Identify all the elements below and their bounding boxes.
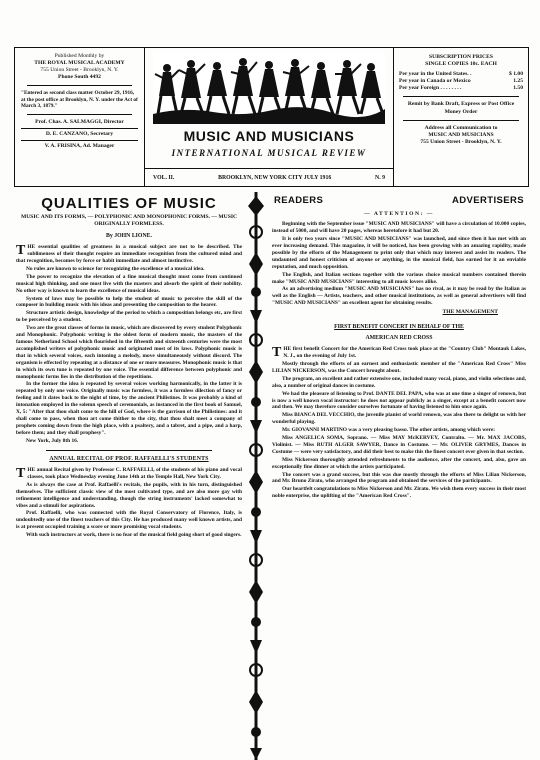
- recital-heading: ANNUAL RECITAL OF PROF. RAFFAELLI'S STUDENTS: [49, 455, 209, 462]
- staff-secretary: D. E. CANZANO, Secretary: [45, 130, 114, 137]
- left-column: [16, 192, 242, 758]
- article-paragraph: Two are the great classes of forms in music, which are discovered by every student Polyphonic and Monophonic. Polyphonic writing is the oldest form of modern music, the masters of the famous Netherland School which flourished in the fifteenth and sixteenth centuries were the most accomplished writers of polyphonic music and originated most of its laws. Polyphonic music is that in which several voices, each intoning a melody, move simultaneously without discord. The organism is effected by repeating at a distance of one or more measures. Monophonic music is that in which its own tune is repeated by one voice. The essential difference between polyphonic and monophonic forms lies in the distribution of the repetitions.: [16, 325, 242, 380]
- magazine-subtitle: INTERNATIONAL MUSICAL REVIEW: [171, 148, 367, 158]
- publisher-name: THE ROYAL MUSICAL ACADEMY: [34, 59, 125, 66]
- publisher-phone: Phone South 4492: [58, 73, 101, 80]
- article-paragraph: System of laws may be possible to help the student of music to perceive the skill of the composer in building music with his ideas and presenting the composition to the hearer.: [16, 295, 242, 309]
- announcement-paragraph: It is only two years since "MUSIC AND MUSICIANS" was launched, and since then it has met with an ever increasing demand. This magazine, it will be noticed, has been growing with an amazing rapidity, made possible by the efforts of the Management to print only that which may interest and assist its readers. The undaunted and honest criticism of anyone or anything, in the musical field, has earned for it an enviable reputation, and much opposition.: [272, 236, 526, 270]
- article-paragraph: In the former the idea is repeated by several voices working harmonically, in the latter it is repeated by only one voice. Originally music was formless, it was a formless dilection of fancy or feeling and it dates back to the night of time, by the ancient Philistines. It was probably a kind of intonation employed in the solemn speech of ceremonials, as instanced in the first book of Samuel, X, 5: "After that thou shalt come to the hill of God, where is the garrison of the Philistines: and it shall come to pass, when thou art come thither to the city, that thou shalt meet a company of prophets coming down from the high place, with a psaltery, and a tabret, and a pipe, and a harp, before them; and they shall prophesy".: [16, 381, 242, 436]
- right-column: [272, 192, 526, 758]
- attention-line: — ATTENTION: —: [364, 211, 434, 218]
- concert-paragraph: The concert was a grand success, but this was due mostly through the efforts of Miss Lilian Nickerson, and Mr. Bruno Zirato, who arranged the program and obtained the services of the participants.: [272, 471, 526, 485]
- recital-paragraph: As is always the case at Prof. Raffaelli's recitals, the pupils, with in his turn, distinguished themselves. The sufficient classic view of the most cultivated type, and are also more gay with refinement intelligence and understanding, though the string instruments' lacked somewhat to vibes and a stimuli for aspirations.: [16, 481, 242, 509]
- recital-paragraph: [16, 467, 242, 481]
- rate-label: Per year in Canada or Mexico: [399, 77, 471, 84]
- rate-price: 1.50: [513, 85, 523, 92]
- paragraph-text: HE first benefit Concert for the American Red Cross took place at the "Country Club" Montauk Lakes, N. J., on the evening of July 1st.: [283, 346, 526, 360]
- concert-paragraph: Mostly through the efforts of an earnest and enthusiastic member of the "American Red Cross" Miss LILIAN NICKERSON, was the Concert brought about.: [272, 360, 526, 374]
- section-rule: [46, 450, 212, 451]
- publisher-box: [15, 48, 145, 186]
- benefit-concert-heading: FIRST BENEFIT CONCERT IN BEHALF OF THE: [334, 324, 464, 331]
- drop-cap: T: [16, 466, 26, 481]
- recital-paragraph: Prof. Raffaelli, who was connected with the Royal Conservatory of Florence, Italy, is undoubtedly one of the finest teachers of this City. He has produced many well known artists, and is at present occupied training a score or more promising vocal students.: [16, 510, 242, 531]
- paragraph-text: HE annual Recital given by Professor C. RAFFAELLI, of the students of his piano and vocal classes, took place Wednesday evening June 14th at the Temple Hall, New York City.: [27, 467, 242, 480]
- rate-row: [399, 71, 523, 78]
- announcement-body: [272, 221, 526, 307]
- rate-row: [399, 85, 523, 92]
- announcement-paragraph: The English, and Italian sections together with the various choice musical numbers contained therein make "MUSIC AND MUSICIANS" interesting to all music lovers alike.: [272, 271, 526, 285]
- rate-price: $ 1.00: [509, 70, 523, 77]
- recital-paragraph: With such instructors at work, there is no fear of the musical field going short of good singers.: [26, 532, 242, 539]
- announcement-paragraph: Beginning with the September issue "MUSIC AND MUSICIANS" will have a circulation of 10.000 copies, instead of 5000, and will have 20 pages, whereas heretofore it had but 20.: [272, 221, 526, 235]
- article-paragraph: Structure artistic design, knowledge of the period to which a composition belongs etc, are first to be perceived by a student.: [16, 310, 242, 324]
- article-paragraph: No rules are known to science for recognizing the excellence of a musical idea.: [26, 265, 205, 272]
- concert-paragraph: Miss BIANCA DEL VECCHIO, the juvenile pianist of world renown, was also there to delight us with her wonderful playing.: [272, 412, 526, 426]
- address-name: MUSIC AND MUSICIANS: [428, 132, 494, 139]
- benefit-concert-subheading: AMERICAN RED CROSS: [365, 334, 433, 341]
- rate-row: [399, 78, 523, 85]
- remit-note: Remit by Bank Draft, Express or Post Office Money Order: [407, 101, 515, 115]
- single-copy-price: SINGLE COPIES 10c. EACH: [425, 61, 497, 68]
- advertisers-label: ADVERTISERS: [452, 195, 524, 206]
- ornamental-column-divider: [246, 192, 266, 760]
- concert-paragraph: Miss Nickerson thoroughly attended refreshments to the audience, after the concert, and, also, gave an exceptionally fine dinner at which the artists participated.: [272, 456, 526, 470]
- divider-line: [27, 85, 132, 86]
- publisher-address: 755 Union Street - Brooklyn, N. Y.: [40, 66, 119, 73]
- divider-line: [21, 140, 138, 141]
- subscription-box: [393, 48, 528, 186]
- drop-cap: T: [272, 345, 282, 361]
- rate-label: Per year Foreign . . . . . . . .: [399, 85, 462, 92]
- management-signature: THE MANAGEMENT: [442, 309, 498, 316]
- announcement-paragraph: As an advertising medium "MUSIC AND MUSICIANS" has no rival, as it may be read by the Italian as well as the English — Artists, teachers, and other musical institutions, as well as general advertisers will find "MUSIC AND MUSICIANS" an excellent agent for obtaining results.: [272, 286, 526, 307]
- rate-label: Per year in the United States. .: [399, 70, 472, 77]
- drop-cap: T: [16, 243, 26, 259]
- rates-list: [399, 71, 523, 93]
- recital-body: [16, 467, 242, 539]
- concert-paragraph: Miss ANGELICA SOMA, Soprano. — Miss MAY McKERVEY, Contralto. — Mr. MAX JACOBS, Violinist. — Miss RUTH ALGER SAWYER, Dance in Costume. — Mr. OLIVER GRYMES, Dances in Costume — were very satisfactory, and did their best to make this the finest concert ever given in that section.: [272, 435, 526, 455]
- staff-ad-manager: V. A. FRISINA, Ad. Manager: [44, 142, 115, 149]
- mailing-notice: "Entered as second class matter October 29, 1916, at the post office at Brooklyn, N. Y. under the Act of March 3, 1879.": [21, 89, 138, 110]
- address-line: 755 Union Street - Brooklyn, N. Y.: [420, 139, 502, 146]
- article-paragraph: The power to recognize the elevation of a fine musical thought must come from continued musical high thinking, and one must live with the masters and absorb the spirit of their nobility. No other way is known to learn the excellence of musical ideas.: [16, 273, 242, 294]
- article-byline: By JOHN LIONE.: [106, 232, 152, 239]
- issue-number: N. 9: [375, 175, 385, 181]
- dateline: BROOKLYN, NEW YORK CITY JULY 1916: [218, 175, 332, 181]
- address-label: Address all Communication to: [424, 124, 498, 131]
- rate-price: 1.25: [513, 77, 523, 84]
- article-body: [16, 244, 242, 444]
- subscription-heading: SUBSCRIPTION PRICES: [429, 54, 493, 60]
- magazine-title: MUSIC AND MUSICIANS: [183, 128, 355, 144]
- divider-line: [403, 120, 519, 121]
- concert-paragraph: [272, 346, 526, 360]
- divider-line: [403, 96, 519, 97]
- divider-line: [21, 128, 138, 129]
- staff-list: [21, 119, 138, 150]
- article-paragraph: [16, 244, 242, 265]
- article-signoff: New York, July 8th 16.: [26, 437, 79, 444]
- masthead: [14, 47, 529, 187]
- volume-number: VOL. II.: [153, 175, 175, 181]
- staff-director: Prof. Chas. A. SALMAGGI, Director: [35, 118, 124, 125]
- concert-paragraph: We had the pleasure of listening to Prof. DANTE DEL PAPA, who was at one time a singer of renown, but is now a well known vocal instructor: he does not appear publicly as a singer, except at a benefit concert now and then. We may therefore consider ourselves fortunate of having listened to him once again.: [272, 390, 526, 411]
- readers-advertisers-heading: [272, 195, 526, 207]
- dancers-banner-illustration: [153, 52, 385, 124]
- benefit-concert-body: [272, 346, 526, 500]
- concert-paragraph: Mr. GIOVANNI MARTINO was a very pleasing basso. The other artists, among which were:: [282, 427, 496, 434]
- concert-paragraph: Our heartfelt congratulations to Miss Nickerson and Mr. Zirato. We wish them every success in their most noble enterprise, the uplifting of the "American Red Cross".: [272, 486, 526, 500]
- article-title: QUALITIES OF MUSIC: [41, 195, 217, 212]
- paragraph-text: HE essential qualities of greatness in a musical subject are not to be described. The sublimeness of their thought require an immediate recognition from the cultured mind and that recognition, becomes by force or habit immediate and almost instinctive.: [16, 244, 242, 265]
- readers-label: READERS: [274, 195, 324, 206]
- concert-paragraph: The program, an excellent and rather extensive one, included many vocal, piano, and violin selections and, also, a number of original dances in costume.: [272, 375, 526, 389]
- published-label: Published Monthly by: [54, 53, 105, 59]
- divider-line: [27, 114, 132, 115]
- issue-line: [145, 168, 393, 187]
- article-subtitle: MUSIC AND ITS FORMS, — POLYPHONIC AND MONOPHONIC FORMS. — MUSIC ORIGINALLY FORMLESS.: [20, 213, 238, 227]
- title-block: [145, 48, 393, 186]
